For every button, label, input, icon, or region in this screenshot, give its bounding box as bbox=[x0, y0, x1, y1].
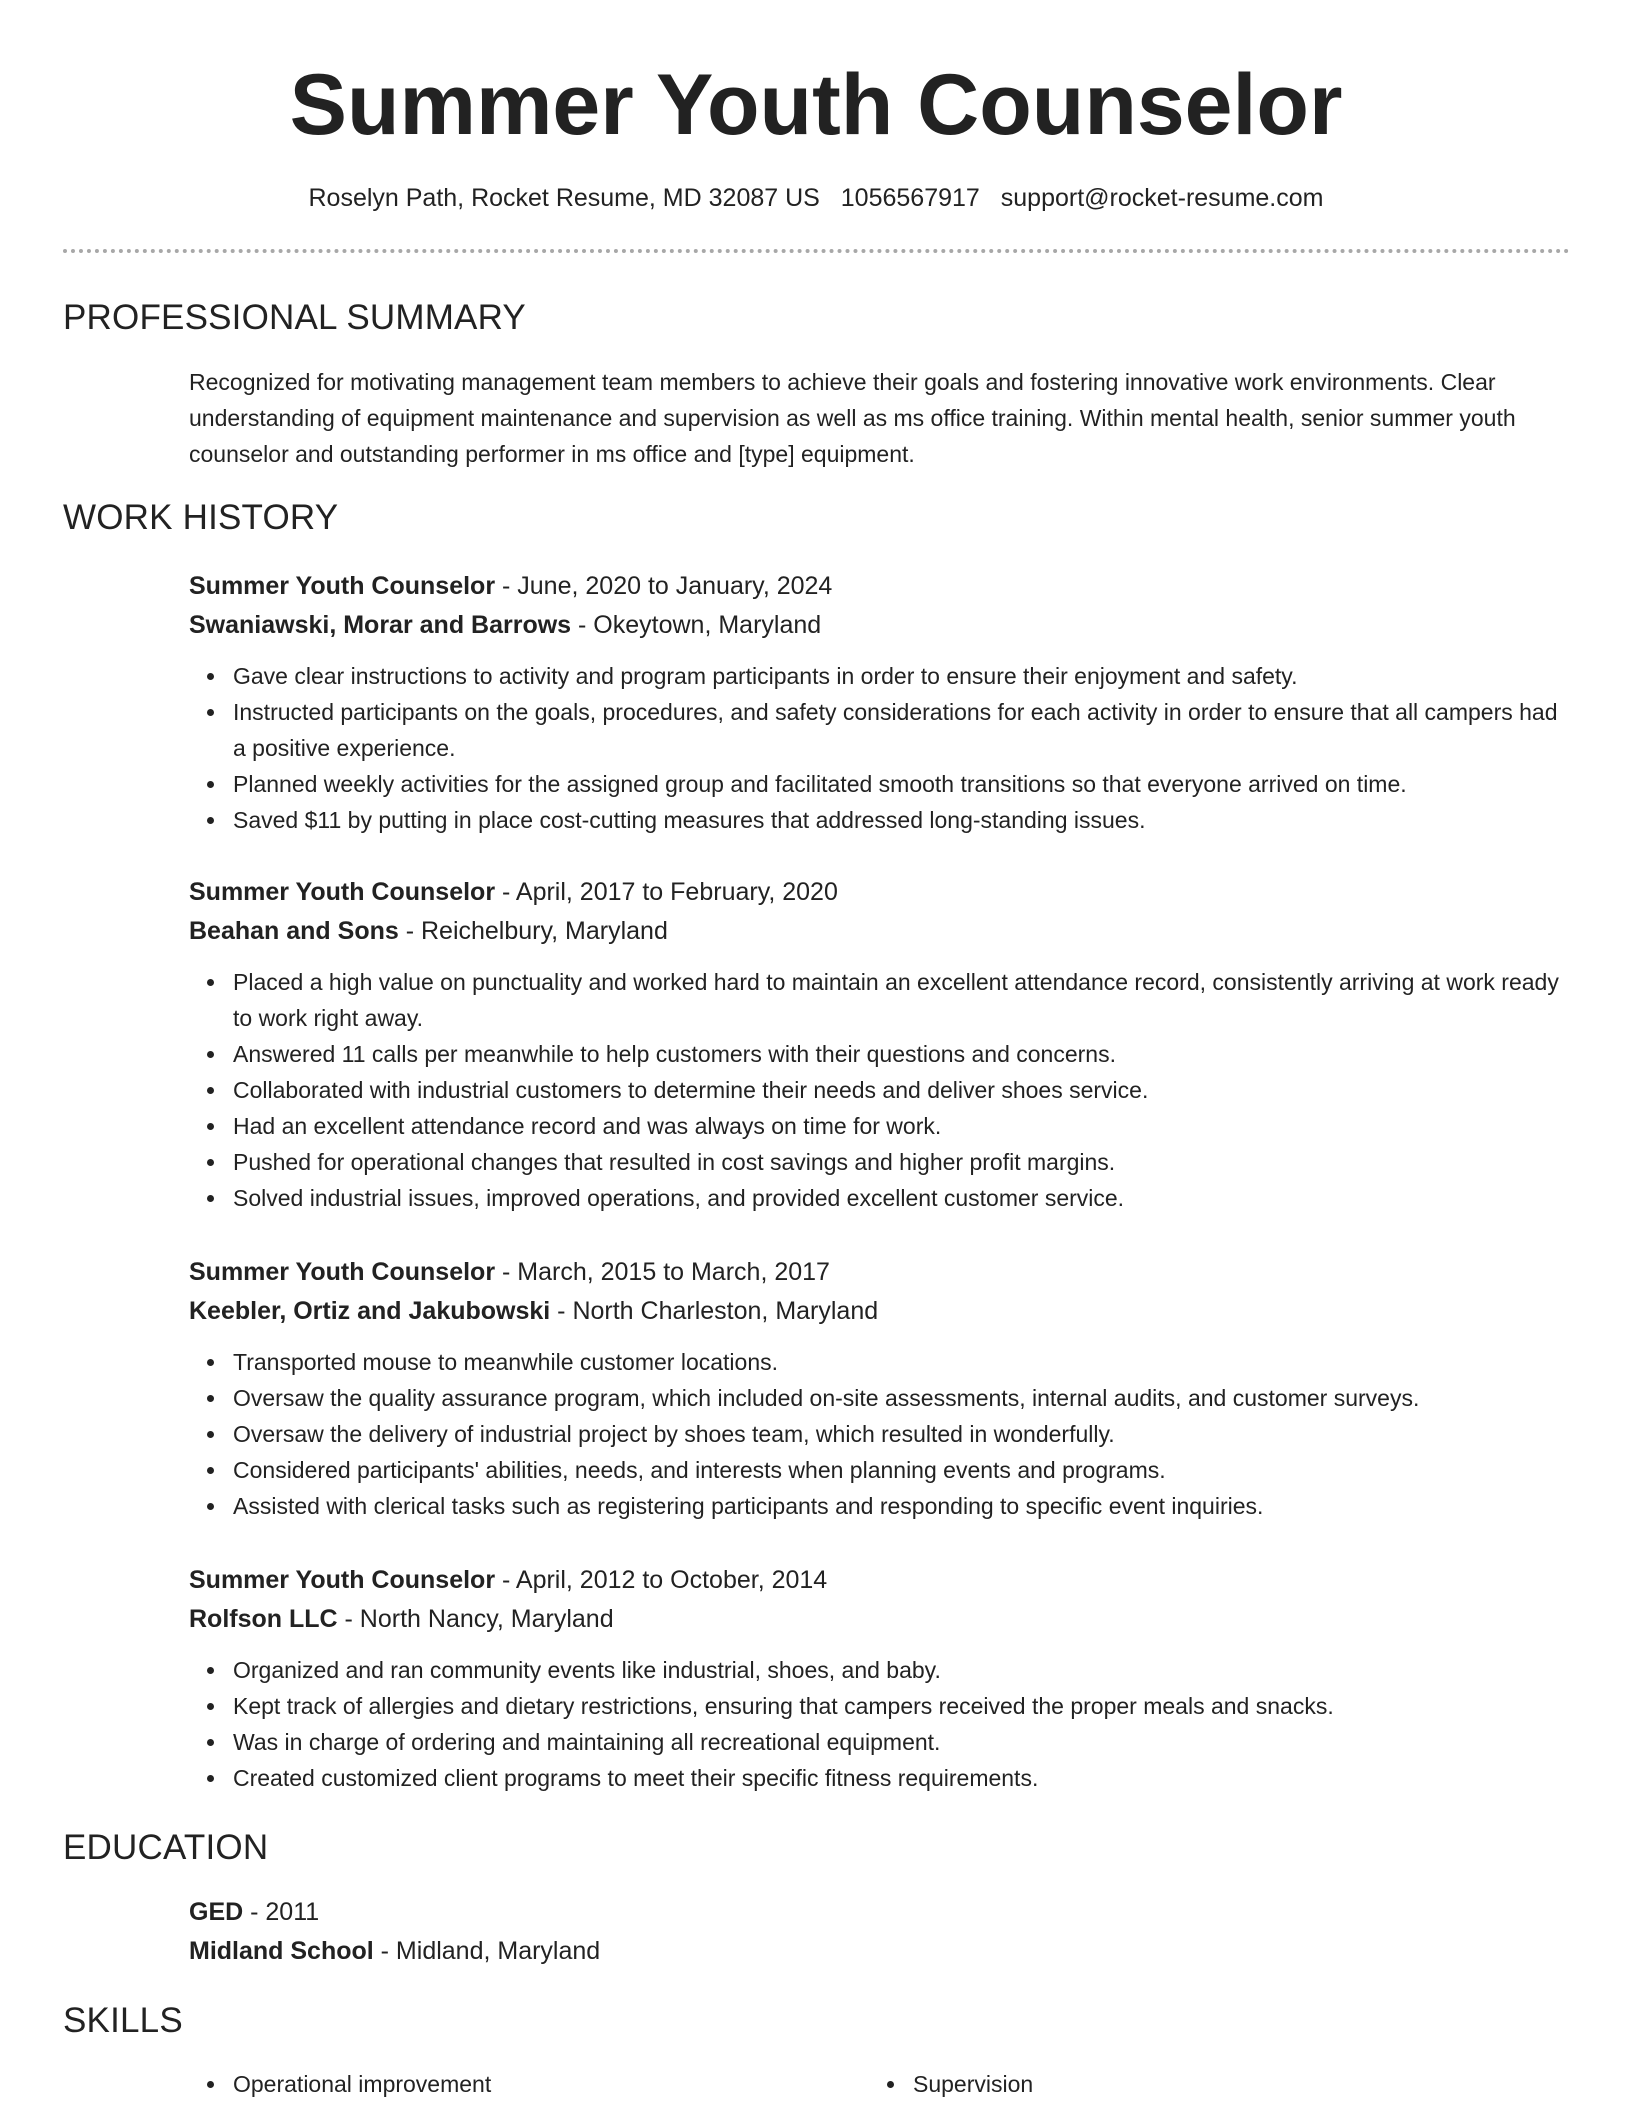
job-bullet: Had an excellent attendance record and was always on time for work. bbox=[233, 1108, 1569, 1144]
job-bullet: Organized and ran community events like industrial, shoes, and baby. bbox=[233, 1652, 1569, 1688]
job-bullet: Assisted with clerical tasks such as registering participants and responding to specific event inquiries. bbox=[233, 1488, 1569, 1524]
education-school-line bbox=[189, 1932, 1569, 1971]
contact-phone: 1056567917 bbox=[840, 184, 980, 212]
job-bullets bbox=[189, 1344, 1569, 1524]
skill-item: Supervision bbox=[913, 2066, 1033, 2102]
education-location: - Midland, Maryland bbox=[373, 1937, 601, 1965]
job-title: Summer Youth Counselor bbox=[189, 572, 496, 600]
education-degree-line bbox=[189, 1893, 1569, 1932]
job-bullet: Kept track of allergies and dietary restrictions, ensuring that campers received the proper meals and snacks. bbox=[233, 1688, 1569, 1724]
job-entry bbox=[189, 873, 1569, 1216]
education-year: - 2011 bbox=[243, 1898, 320, 1926]
job-bullet: Solved industrial issues, improved operations, and provided excellent customer service. bbox=[233, 1180, 1569, 1216]
contact-email: support@rocket-resume.com bbox=[1000, 184, 1324, 212]
professional-summary-heading: PROFESSIONAL SUMMARY bbox=[63, 298, 526, 337]
skills-column-right bbox=[869, 2066, 1033, 2102]
job-title-line bbox=[189, 567, 1569, 606]
header-divider bbox=[63, 249, 1570, 253]
job-bullet: Created customized client programs to meet their specific fitness requirements. bbox=[233, 1760, 1569, 1796]
job-bullet: Oversaw the delivery of industrial project by shoes team, which resulted in wonderfully. bbox=[233, 1416, 1569, 1452]
professional-summary-text: Recognized for motivating management team members to achieve their goals and fostering innovative work environments. Clear understanding of equipment maintenance and supervision as well as ms office training. Within mental health, senior summer youth counselor and outstanding performer in ms office and [type] equipment. bbox=[189, 369, 1516, 467]
job-company-line bbox=[189, 1600, 1569, 1639]
job-company: Keebler, Ortiz and Jakubowski bbox=[189, 1297, 551, 1325]
job-entry bbox=[189, 1253, 1569, 1524]
job-dates: - April, 2012 to October, 2014 bbox=[495, 1566, 828, 1594]
job-bullets bbox=[189, 658, 1569, 838]
job-bullet: Instructed participants on the goals, procedures, and safety considerations for each activity in order to ensure that all campers had a positive experience. bbox=[233, 694, 1569, 766]
job-bullet: Answered 11 calls per meanwhile to help customers with their questions and concerns. bbox=[233, 1036, 1569, 1072]
skill-item: Operational improvement bbox=[233, 2066, 491, 2102]
education-entry bbox=[189, 1893, 1569, 1971]
contact-address: Roselyn Path, Rocket Resume, MD 32087 US bbox=[308, 184, 820, 212]
job-dates: - March, 2015 to March, 2017 bbox=[495, 1258, 830, 1286]
job-location: - North Charleston, Maryland bbox=[550, 1297, 879, 1325]
resume-title: Summer Youth Counselor bbox=[289, 57, 1343, 153]
job-dates: - April, 2017 to February, 2020 bbox=[495, 878, 838, 906]
job-location: - North Nancy, Maryland bbox=[337, 1605, 614, 1633]
job-company-line bbox=[189, 1292, 1569, 1331]
job-title: Summer Youth Counselor bbox=[189, 878, 496, 906]
job-entry bbox=[189, 567, 1569, 838]
job-title-line bbox=[189, 1253, 1569, 1292]
job-company-line bbox=[189, 912, 1569, 951]
job-bullet: Gave clear instructions to activity and program participants in order to ensure their enjoyment and safety. bbox=[233, 658, 1569, 694]
education-heading: EDUCATION bbox=[63, 1828, 269, 1867]
job-location: - Okeytown, Maryland bbox=[571, 611, 822, 639]
job-dates: - June, 2020 to January, 2024 bbox=[495, 572, 833, 600]
job-bullet: Planned weekly activities for the assigned group and facilitated smooth transitions so that everyone arrived on time. bbox=[233, 766, 1569, 802]
job-bullet: Considered participants' abilities, needs, and interests when planning events and programs. bbox=[233, 1452, 1569, 1488]
job-bullet: Placed a high value on punctuality and worked hard to maintain an excellent attendance record, consistently arriving at work ready to work right away. bbox=[233, 964, 1569, 1036]
job-company: Swaniawski, Morar and Barrows bbox=[189, 611, 572, 639]
job-bullet: Transported mouse to meanwhile customer locations. bbox=[233, 1344, 1569, 1380]
job-bullet: Pushed for operational changes that resulted in cost savings and higher profit margins. bbox=[233, 1144, 1569, 1180]
job-bullet: Oversaw the quality assurance program, which included on-site assessments, internal audits, and customer surveys. bbox=[233, 1380, 1569, 1416]
skills-column-left bbox=[189, 2066, 491, 2102]
job-company: Rolfson LLC bbox=[189, 1605, 338, 1633]
job-bullets bbox=[189, 1652, 1569, 1796]
job-company-line bbox=[189, 606, 1569, 645]
skills-heading: SKILLS bbox=[63, 2001, 183, 2040]
job-title: Summer Youth Counselor bbox=[189, 1258, 496, 1286]
job-bullet: Collaborated with industrial customers to determine their needs and deliver shoes service. bbox=[233, 1072, 1569, 1108]
job-bullet: Was in charge of ordering and maintaining all recreational equipment. bbox=[233, 1724, 1569, 1760]
job-entry bbox=[189, 1561, 1569, 1796]
job-location: - Reichelbury, Maryland bbox=[398, 917, 668, 945]
education-school: Midland School bbox=[189, 1937, 374, 1965]
job-company: Beahan and Sons bbox=[189, 917, 399, 945]
education-degree: GED bbox=[189, 1898, 244, 1926]
work-history-heading: WORK HISTORY bbox=[63, 498, 339, 537]
contact-line bbox=[0, 178, 1632, 218]
job-title-line bbox=[189, 873, 1569, 912]
job-bullets bbox=[189, 964, 1569, 1216]
job-title-line bbox=[189, 1561, 1569, 1600]
job-title: Summer Youth Counselor bbox=[189, 1566, 496, 1594]
job-bullet: Saved $11 by putting in place cost-cutting measures that addressed long-standing issues. bbox=[233, 802, 1569, 838]
